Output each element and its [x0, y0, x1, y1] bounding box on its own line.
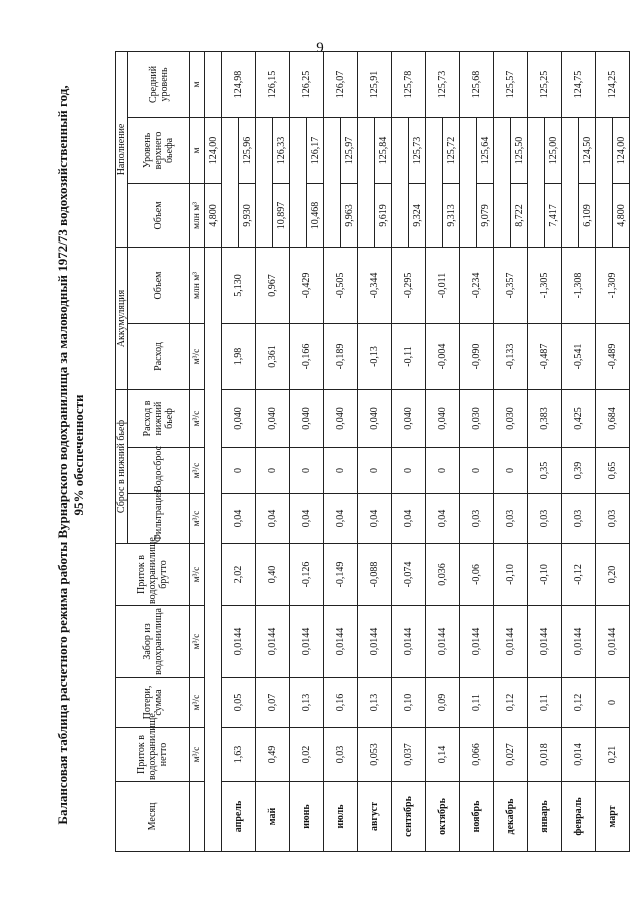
cell-upper-level: 125,97 — [341, 117, 358, 183]
cell-filtration: 0,04 — [392, 494, 426, 544]
cell-intake: 0,0144 — [460, 606, 494, 678]
start-avg-empty — [205, 51, 222, 117]
cell-acc-flow: -0,541 — [562, 323, 596, 389]
cell-inflow-gross: -0,06 — [460, 544, 494, 606]
cell-filtration: 0,04 — [324, 494, 358, 544]
cell-inflow-net: 1,63 — [222, 728, 256, 782]
table-row — [596, 51, 613, 851]
month-cell: апрель — [222, 782, 256, 852]
cell-intake: 0,0144 — [528, 606, 562, 678]
units-month-cell — [190, 782, 205, 852]
cell-upper-level: 125,84 — [375, 117, 392, 183]
table-row — [358, 51, 375, 851]
month-cell: май — [256, 782, 290, 852]
cell-acc-flow: -0,090 — [460, 323, 494, 389]
fill-gap — [222, 117, 239, 247]
header-discharge-total: Расход в нижний бьеф — [128, 389, 190, 447]
table-row — [528, 51, 545, 851]
unit-cell: м — [190, 51, 205, 117]
cell-volume: 9,313 — [443, 183, 460, 247]
header-inflow-net: Приток в водохранилище, нетто — [116, 728, 190, 782]
cell-inflow-gross: 0,036 — [426, 544, 460, 606]
unit-cell: м — [190, 117, 205, 183]
table-row — [222, 51, 239, 851]
cell-avg-level: 126,07 — [324, 51, 358, 117]
cell-discharge: 0,383 — [528, 389, 562, 447]
cell-spillway: 0,65 — [596, 448, 630, 494]
start-volume: 4,800 — [205, 183, 222, 247]
table-body — [222, 51, 630, 851]
cell-discharge: 0,040 — [358, 389, 392, 447]
cell-discharge: 0,684 — [596, 389, 630, 447]
fill-gap — [562, 117, 579, 247]
cell-discharge: 0,030 — [460, 389, 494, 447]
cell-losses: 0,09 — [426, 678, 460, 728]
cell-intake: 0,0144 — [494, 606, 528, 678]
header-month: Месяц — [116, 782, 190, 852]
cell-inflow-gross: -0,074 — [392, 544, 426, 606]
cell-volume: 9,930 — [239, 183, 256, 247]
cell-spillway: 0 — [460, 448, 494, 494]
cell-inflow-gross: -0,12 — [562, 544, 596, 606]
start-row — [205, 51, 222, 851]
cell-avg-level: 125,57 — [494, 51, 528, 117]
unit-cell: м³/с — [190, 494, 205, 544]
cell-losses: 0,10 — [392, 678, 426, 728]
fill-gap — [358, 117, 375, 247]
month-cell: ноябрь — [460, 782, 494, 852]
cell-volume: 8,722 — [511, 183, 528, 247]
cell-acc-flow: 1,98 — [222, 323, 256, 389]
unit-cell: млн м³ — [190, 247, 205, 323]
cell-inflow-gross: -0,10 — [494, 544, 528, 606]
header-losses: Потери, сумма — [116, 678, 190, 728]
cell-spillway: 0 — [494, 448, 528, 494]
cell-acc-volume: -0,505 — [324, 247, 358, 323]
cell-filtration: 0,04 — [426, 494, 460, 544]
cell-filtration: 0,03 — [528, 494, 562, 544]
cell-intake: 0,0144 — [392, 606, 426, 678]
cell-volume: 7,417 — [545, 183, 562, 247]
cell-avg-level: 124,98 — [222, 51, 256, 117]
cell-inflow-net: 0,066 — [460, 728, 494, 782]
cell-avg-level: 126,25 — [290, 51, 324, 117]
header-intake: Забор из водохранилища — [116, 606, 190, 678]
cell-discharge: 0,040 — [290, 389, 324, 447]
header-fill-volume: Объем — [128, 183, 190, 247]
cell-inflow-net: 0,014 — [562, 728, 596, 782]
cell-acc-flow: -0,489 — [596, 323, 630, 389]
cell-spillway: 0,35 — [528, 448, 562, 494]
cell-filtration: 0,04 — [290, 494, 324, 544]
cell-volume: 10,897 — [273, 183, 290, 247]
cell-inflow-gross: 0,40 — [256, 544, 290, 606]
cell-acc-volume: -0,295 — [392, 247, 426, 323]
cell-upper-level: 125,73 — [409, 117, 426, 183]
cell-filtration: 0,04 — [256, 494, 290, 544]
fill-gap — [256, 117, 273, 247]
cell-filtration: 0,03 — [562, 494, 596, 544]
cell-intake: 0,0144 — [290, 606, 324, 678]
table-row — [392, 51, 409, 851]
cell-upper-level: 125,72 — [443, 117, 460, 183]
cell-losses: 0,12 — [494, 678, 528, 728]
header-spillway: Водосброс — [128, 448, 190, 494]
unit-cell: м³/с — [190, 728, 205, 782]
units-row — [190, 51, 205, 851]
fill-gap — [290, 117, 307, 247]
title-line-1: Балансовая таблица расчетного режима работы Вурнарского водохранилища за маловодный 1972/73 водохозяйственный год, — [55, 85, 70, 825]
cell-upper-level: 126,17 — [307, 117, 324, 183]
month-cell: июль — [324, 782, 358, 852]
cell-intake: 0,0144 — [562, 606, 596, 678]
cell-inflow-gross: -0,088 — [358, 544, 392, 606]
fill-gap — [392, 117, 409, 247]
cell-acc-volume: -0,429 — [290, 247, 324, 323]
cell-intake: 0,0144 — [222, 606, 256, 678]
cell-losses: 0,05 — [222, 678, 256, 728]
table-row — [256, 51, 273, 851]
unit-cell: м³/с — [190, 389, 205, 447]
cell-acc-volume: -1,309 — [596, 247, 630, 323]
cell-acc-volume: 5,130 — [222, 247, 256, 323]
cell-spillway: 0 — [324, 448, 358, 494]
cell-losses: 0,11 — [460, 678, 494, 728]
cell-inflow-net: 0,14 — [426, 728, 460, 782]
month-cell: август — [358, 782, 392, 852]
cell-acc-flow: -0,189 — [324, 323, 358, 389]
cell-avg-level: 125,78 — [392, 51, 426, 117]
header-avg-level: Средний уровень — [128, 51, 190, 117]
cell-discharge: 0,040 — [256, 389, 290, 447]
fill-gap — [596, 117, 613, 247]
table-row — [562, 51, 579, 851]
header-row-groups — [116, 51, 128, 851]
cell-volume: 6,109 — [579, 183, 596, 247]
month-cell: июнь — [290, 782, 324, 852]
cell-upper-level: 125,96 — [239, 117, 256, 183]
table-row — [290, 51, 307, 851]
cell-filtration: 0,04 — [358, 494, 392, 544]
cell-losses: 0,07 — [256, 678, 290, 728]
cell-inflow-net: 0,21 — [596, 728, 630, 782]
balance-table — [115, 51, 630, 852]
cell-acc-flow: -0,13 — [358, 323, 392, 389]
cell-avg-level: 124,25 — [596, 51, 630, 117]
cell-losses: 0,13 — [358, 678, 392, 728]
fill-gap — [460, 117, 477, 247]
fill-gap — [494, 117, 511, 247]
cell-spillway: 0 — [256, 448, 290, 494]
cell-inflow-net: 0,053 — [358, 728, 392, 782]
unit-cell: м³/с — [190, 678, 205, 728]
cell-discharge: 0,030 — [494, 389, 528, 447]
cell-acc-volume: -0,344 — [358, 247, 392, 323]
cell-spillway: 0 — [392, 448, 426, 494]
cell-discharge: 0,040 — [392, 389, 426, 447]
cell-volume: 9,079 — [477, 183, 494, 247]
cell-volume: 4,800 — [613, 183, 630, 247]
table-row — [426, 51, 443, 851]
cell-acc-flow: -0,11 — [392, 323, 426, 389]
fill-gap — [426, 117, 443, 247]
table-title — [55, 40, 87, 870]
cell-avg-level: 125,91 — [358, 51, 392, 117]
header-inflow-gross: Приток в водохранилище, брутто — [116, 544, 190, 606]
cell-inflow-net: 0,018 — [528, 728, 562, 782]
cell-discharge: 0,040 — [426, 389, 460, 447]
cell-spillway: 0 — [290, 448, 324, 494]
header-filtration: Фильтрация — [128, 494, 190, 544]
month-cell: декабрь — [494, 782, 528, 852]
cell-inflow-net: 0,027 — [494, 728, 528, 782]
cell-filtration: 0,03 — [460, 494, 494, 544]
unit-cell: м³/с — [190, 544, 205, 606]
cell-intake: 0,0144 — [358, 606, 392, 678]
cell-avg-level: 125,25 — [528, 51, 562, 117]
cell-discharge: 0,425 — [562, 389, 596, 447]
cell-losses: 0,16 — [324, 678, 358, 728]
cell-acc-flow: -0,133 — [494, 323, 528, 389]
cell-upper-level: 124,50 — [579, 117, 596, 183]
month-cell: январь — [528, 782, 562, 852]
cell-avg-level: 124,75 — [562, 51, 596, 117]
cell-inflow-gross: -0,126 — [290, 544, 324, 606]
cell-upper-level: 124,00 — [613, 117, 630, 183]
cell-upper-level: 125,50 — [511, 117, 528, 183]
cell-intake: 0,0144 — [426, 606, 460, 678]
header-discharge-group: Сброс в нижний бьеф — [116, 389, 128, 543]
cell-avg-level: 125,73 — [426, 51, 460, 117]
start-empty — [205, 247, 222, 851]
header-accumulation-group: Аккумуляция — [116, 247, 128, 389]
cell-losses: 0 — [596, 678, 630, 728]
start-level: 124,00 — [205, 117, 222, 183]
header-acc-flow: Расход — [128, 323, 190, 389]
cell-acc-volume: -0,357 — [494, 247, 528, 323]
cell-spillway: 0,39 — [562, 448, 596, 494]
cell-intake: 0,0144 — [324, 606, 358, 678]
month-cell: март — [596, 782, 630, 852]
month-cell: февраль — [562, 782, 596, 852]
header-upper-level: Уровень верхнего бьефа — [128, 117, 190, 183]
cell-losses: 0,13 — [290, 678, 324, 728]
cell-inflow-net: 0,02 — [290, 728, 324, 782]
cell-losses: 0,11 — [528, 678, 562, 728]
fill-gap — [528, 117, 545, 247]
cell-inflow-gross: 0,20 — [596, 544, 630, 606]
table-row — [494, 51, 511, 851]
cell-upper-level: 126,33 — [273, 117, 290, 183]
cell-volume: 9,324 — [409, 183, 426, 247]
cell-volume: 10,468 — [307, 183, 324, 247]
cell-inflow-gross: 2,02 — [222, 544, 256, 606]
title-line-2: 95% обеспеченности — [71, 394, 86, 516]
rotated-table-block — [55, 40, 627, 870]
cell-acc-volume: -1,308 — [562, 247, 596, 323]
cell-acc-flow: -0,487 — [528, 323, 562, 389]
cell-intake: 0,0144 — [596, 606, 630, 678]
cell-acc-flow: 0,361 — [256, 323, 290, 389]
cell-avg-level: 125,68 — [460, 51, 494, 117]
cell-intake: 0,0144 — [256, 606, 290, 678]
table-row — [460, 51, 477, 851]
page-number: 9 — [316, 40, 324, 56]
header-filling-group: Наполнение — [116, 51, 128, 247]
cell-inflow-net: 0,49 — [256, 728, 290, 782]
cell-acc-flow: -0,004 — [426, 323, 460, 389]
cell-volume: 9,619 — [375, 183, 392, 247]
unit-cell: млн м³ — [190, 183, 205, 247]
cell-upper-level: 125,00 — [545, 117, 562, 183]
cell-acc-volume: 0,967 — [256, 247, 290, 323]
cell-inflow-net: 0,037 — [392, 728, 426, 782]
cell-filtration: 0,03 — [494, 494, 528, 544]
table-row — [324, 51, 341, 851]
month-cell: октябрь — [426, 782, 460, 852]
cell-inflow-gross: -0,149 — [324, 544, 358, 606]
cell-spillway: 0 — [222, 448, 256, 494]
cell-discharge: 0,040 — [324, 389, 358, 447]
header-acc-volume: Объем — [128, 247, 190, 323]
unit-cell: м³/с — [190, 448, 205, 494]
cell-filtration: 0,04 — [222, 494, 256, 544]
cell-avg-level: 126,15 — [256, 51, 290, 117]
cell-spillway: 0 — [426, 448, 460, 494]
cell-spillway: 0 — [358, 448, 392, 494]
cell-acc-volume: -1,305 — [528, 247, 562, 323]
cell-discharge: 0,040 — [222, 389, 256, 447]
fill-gap — [324, 117, 341, 247]
month-cell: сентябрь — [392, 782, 426, 852]
cell-acc-volume: -0,011 — [426, 247, 460, 323]
cell-volume: 9,963 — [341, 183, 358, 247]
cell-losses: 0,12 — [562, 678, 596, 728]
unit-cell: м³/с — [190, 323, 205, 389]
cell-upper-level: 125,64 — [477, 117, 494, 183]
cell-filtration: 0,03 — [596, 494, 630, 544]
cell-acc-flow: -0,166 — [290, 323, 324, 389]
unit-cell: м³/с — [190, 606, 205, 678]
cell-inflow-net: 0,03 — [324, 728, 358, 782]
cell-inflow-gross: -0,10 — [528, 544, 562, 606]
cell-acc-volume: -0,234 — [460, 247, 494, 323]
